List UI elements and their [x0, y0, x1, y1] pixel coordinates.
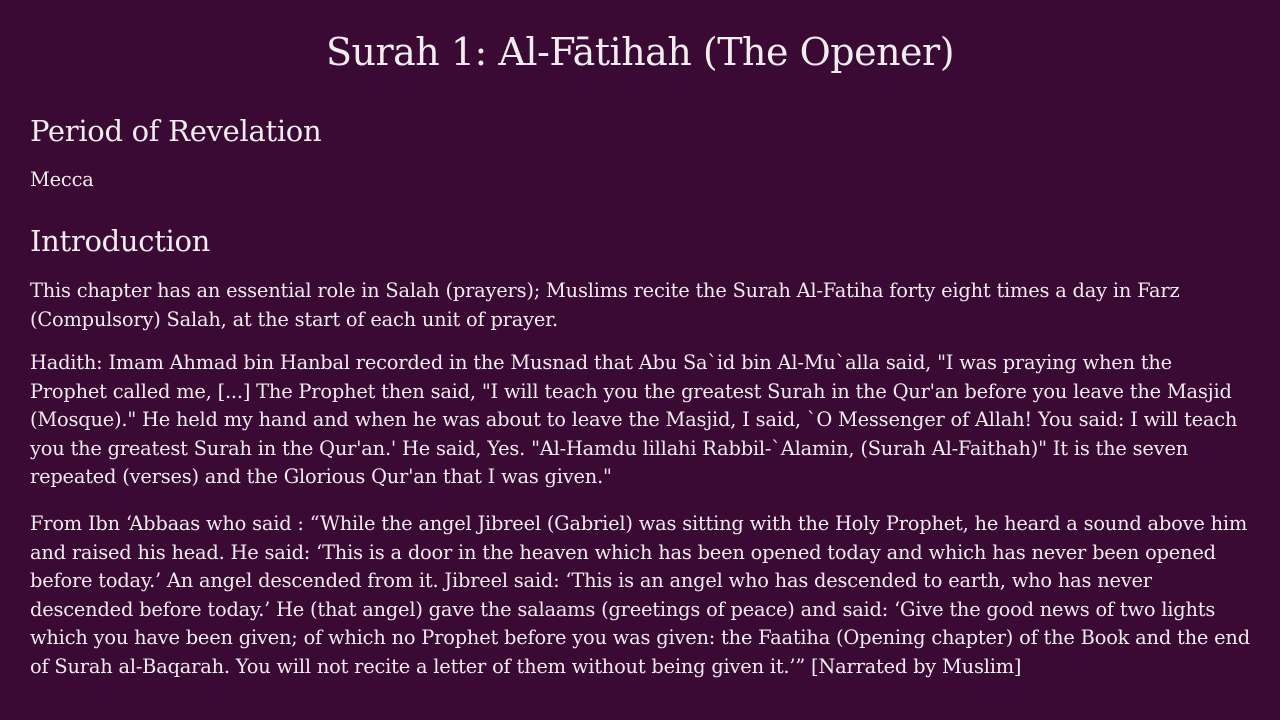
period-heading: Period of Revelation: [30, 114, 322, 148]
intro-paragraph-1: This chapter has an essential role in Salah (prayers); Muslims recite the Surah Al-Fatiha forty eight times a day in Farz (Compulsory) Salah, at the start of each unit of prayer.: [30, 279, 1180, 331]
hadith-paragraph: Hadith: Imam Ahmad bin Hanbal recorded in the Musnad that Abu Sa`id bin Al-Mu`alla said, "I was praying when the Prophet called me, [...] The Prophet then said, "I will teach you the greatest Surah in the Qur'an before you leave the Masjid (Mosque)." He held my hand and when he was about to leave the Masjid, I said, `O Messenger of Allah! You said: I will teach you the greatest Surah in the Qur'an.' He said, Yes. "Al-Hamdu lillahi Rabbil-`Alamin, (Surah Al-Faithah)" It is the seven repeated (verses) and the Glorious Qur'an that I was given.": [30, 351, 1238, 489]
period-value: Mecca: [30, 168, 94, 191]
narration-paragraph: From Ibn ‘Abbaas who said : “While the angel Jibreel (Gabriel) was sitting with the Holy Prophet, he heard a sound above him and raised his head. He said: ‘This is a door in the heaven which has been opened today and which has never been opened before today.’ An angel descended from it. Jibreel said: ‘This is an angel who has descended to earth, who has never descended before today.’ He (that angel) gave the salaams (greetings of peace) and said: ‘Give the good news of two lights which you have been given; of which no Prophet before you was given: the Faatiha (Opening chapter) of the Book and the end of Surah al-Baqarah. You will not recite a letter of them without being given it.’” [Narrated by Muslim]: [30, 512, 1250, 678]
introduction-heading: Introduction: [30, 224, 211, 258]
page-title: Surah 1: Al-Fātihah (The Opener): [325, 30, 955, 74]
